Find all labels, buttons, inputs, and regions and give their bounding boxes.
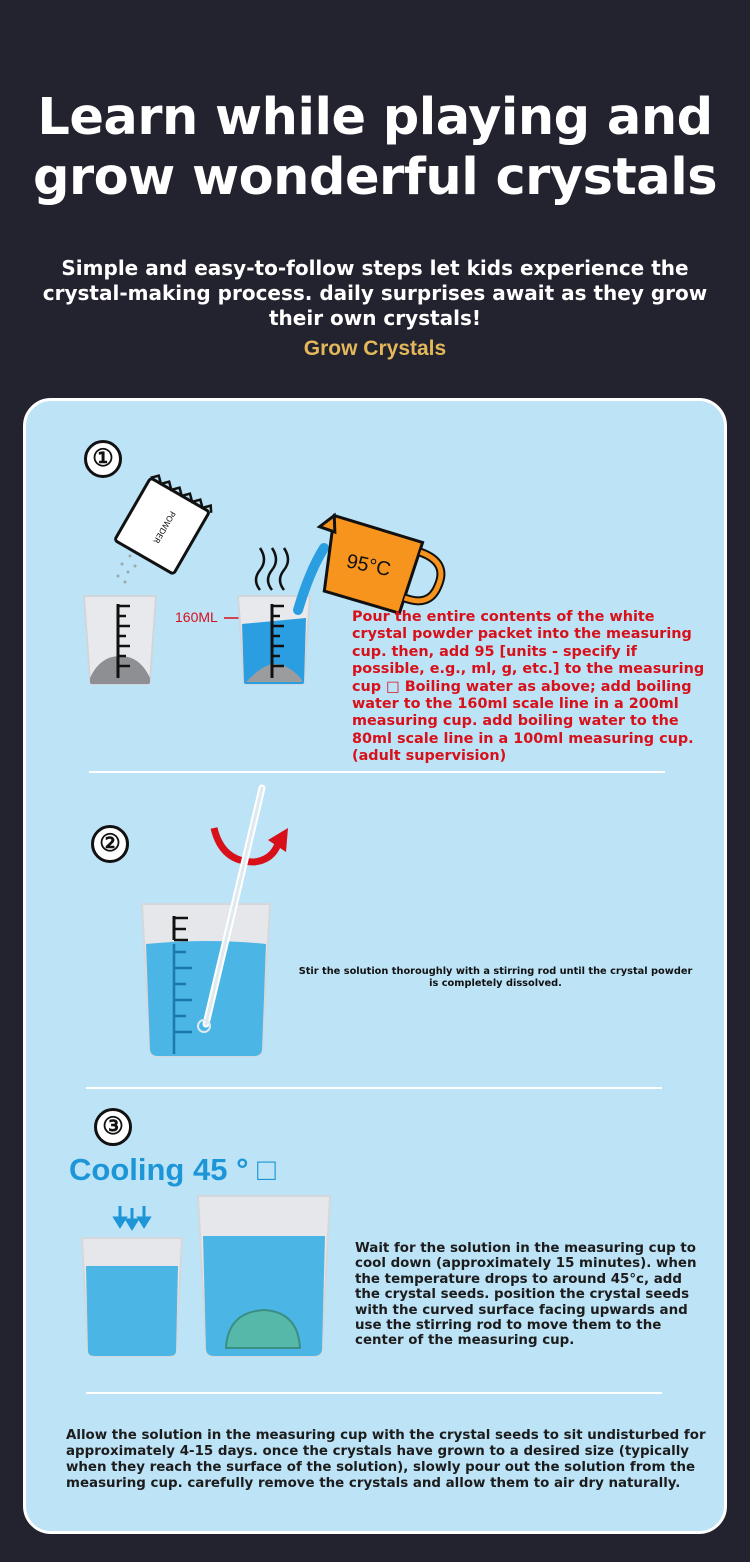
powder-packet-illustration (100, 478, 220, 588)
step-3-number: ③ (94, 1108, 132, 1146)
section-label: Grow Crystals (303, 337, 447, 360)
step-2-number: ② (91, 825, 129, 863)
title-line-1: Learn while playing and (37, 88, 713, 147)
step-1-instructions: Pour the entire contents of the white crystal powder packet into the measuring cup. then, add 95 [units - specify if possible, e.g., ml, g, etc.] to the measuring cup □ Boiling water as above; add boiling water to the 160ml scale line in a 200ml measuring cup. add boiling water to the 80ml scale line in a 100ml measuring cup. (adult supervision) (352, 609, 705, 765)
page-subtitle: Simple and easy-to-follow steps let kids experience the crystal-making process. daily surprises await as they grow their own crystals! (42, 256, 708, 330)
step-4-instructions: Allow the solution in the measuring cup with the crystal seeds to sit undisturbed for approximately 4-15 days. once the crystals have grown to a desired size (typically when they reach the surface of the solution), slowly pour out the solution from the measuring cup. carefully remove the crystals and allow them to air dry naturally. (66, 1428, 706, 1491)
steam-icon (252, 540, 292, 594)
measuring-cup-powder (80, 594, 160, 686)
stirring-cup-illustration (140, 788, 274, 1060)
title-line-2: grow wonderful crystals (32, 148, 718, 207)
step-1-number: ① (84, 440, 122, 478)
temperature-label: 95°C (344, 550, 393, 582)
powder-label: POWDER (151, 509, 178, 546)
divider-2 (86, 1087, 662, 1089)
cooling-arrows-icon (114, 1204, 150, 1230)
powder-particles (117, 555, 137, 584)
cooling-cup-small (80, 1236, 184, 1358)
step-2-instructions: Stir the solution thoroughly with a stirring rod until the crystal powder is completely dissolved. (298, 966, 693, 989)
step-3-instructions: Wait for the solution in the measuring cup to cool down (approximately 15 minutes). when the temperature drops to around 45°c, add the crystal seeds. position the crystal seeds with the curved surface facing upwards and use the stirring rod to move them to the center of the measuring cup. (355, 1241, 697, 1349)
volume-label: 160ML (175, 609, 218, 625)
page-title (0, 88, 750, 208)
divider-3 (86, 1392, 662, 1394)
cooling-heading: Cooling 45 ° □ (69, 1152, 276, 1187)
cup-with-crystal-seed (196, 1194, 332, 1358)
hot-water-pitcher (290, 500, 450, 620)
divider-1 (89, 771, 665, 773)
